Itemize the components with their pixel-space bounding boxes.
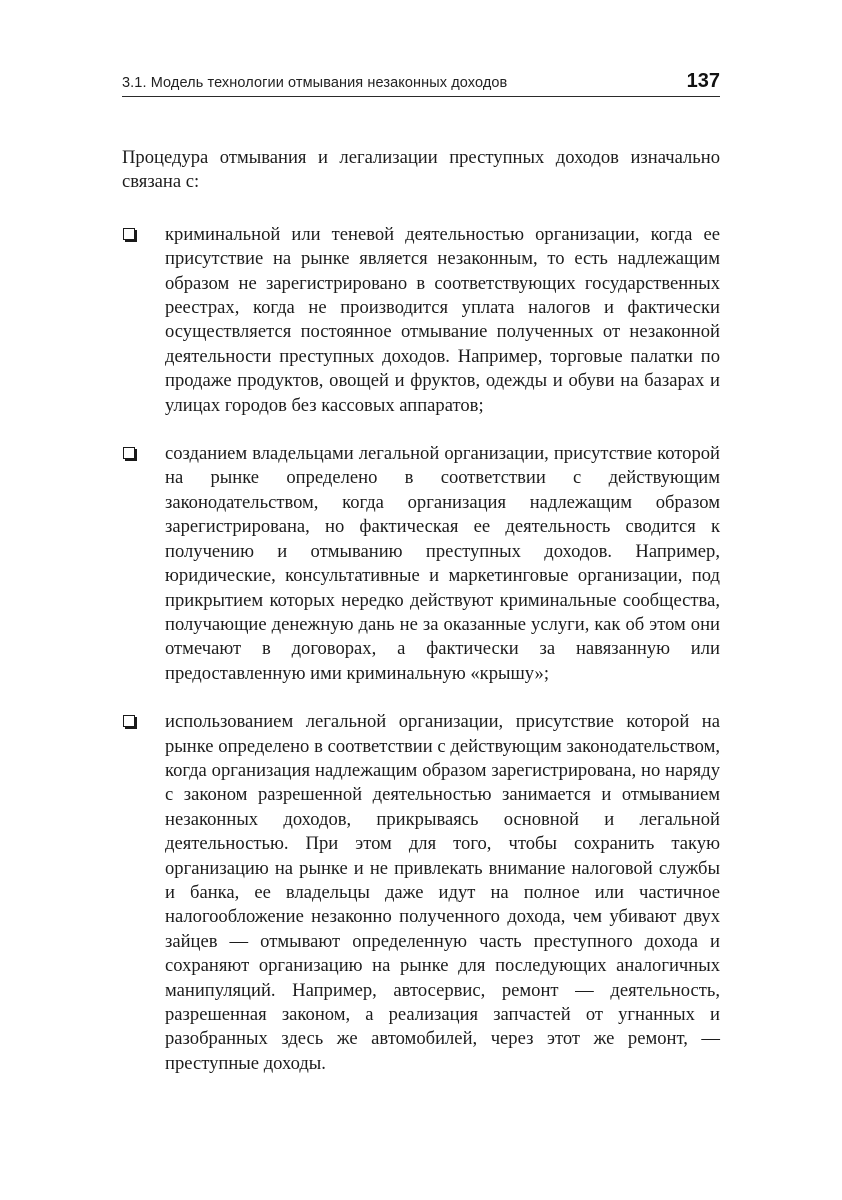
checkbox-square-icon — [123, 228, 135, 240]
checkbox-square-icon — [123, 715, 135, 727]
list-item-text: использованием легальной организации, присутствие которой на рынке определено в соответствии с действующим законодательством, когда организация надлежащим образом зарегистрирована, но наряду с законом разрешенной деятельностью занимается и отмыванием незаконных доходов, прикрываясь основной и легальной деятельностью. При этом для того, чтобы сохранить такую организацию на рынке и не привлекать внимание налоговой службы и банка, ее владельцы даже идут на полное или частичное налогообложение незаконно полученного дохода, чем убивают двух зайцев — отмывают определенную часть преступного дохода и сохраняют организацию на рынке для последующих аналогичных манипуляций. Например, автосервис, ремонт — деятельность, разрешенная законом, а реализация запчастей от угнанных и разобранных здесь же автомобилей, через этот же ремонт, — преступные доходы. — [165, 711, 720, 1074]
intro-paragraph: Процедура отмывания и легализации преступных доходов изначально связана с: — [122, 147, 720, 193]
running-header — [122, 68, 720, 97]
checkbox-square-icon — [123, 447, 135, 459]
bullet-list — [122, 223, 720, 1076]
list-item-text: созданием владельцами легальной организации, присутствие которой на рынке определено в соответствии с действующим законодательством, когда организация надлежащим образом зарегистрирована, но фактическая ее деятельность сводится к получению и отмыванию преступных доходов. Например, юридические, консультативные и маркетинговые организации, под прикрытием которых нередко действуют криминальные сообщества, получающие денежную дань не за оказанные услуги, как об этом они отмечают в договорах, а фактически за навязанную или предоставленную ими криминальную «крышу»; — [165, 443, 720, 684]
list-item — [122, 223, 720, 418]
list-item — [122, 442, 720, 686]
page-number: 137 — [686, 70, 720, 92]
running-title: 3.1. Модель технологии отмывания незаконных доходов — [122, 75, 508, 91]
list-item — [122, 710, 720, 1076]
main-text — [122, 146, 720, 1100]
list-item-text: криминальной или теневой деятельностью организации, когда ее присутствие на рынке является незаконным, то есть надлежащим образом не зарегистрировано в соответствующих государственных реестрах, когда не производится уплата налогов и фактически осуществляется постоянное отмывание полученных от незаконной деятельности преступных доходов. Например, торговые палатки по продаже продуктов, овощей и фруктов, одежды и обуви на базарах и улицах городов без кассовых аппаратов; — [165, 223, 720, 416]
